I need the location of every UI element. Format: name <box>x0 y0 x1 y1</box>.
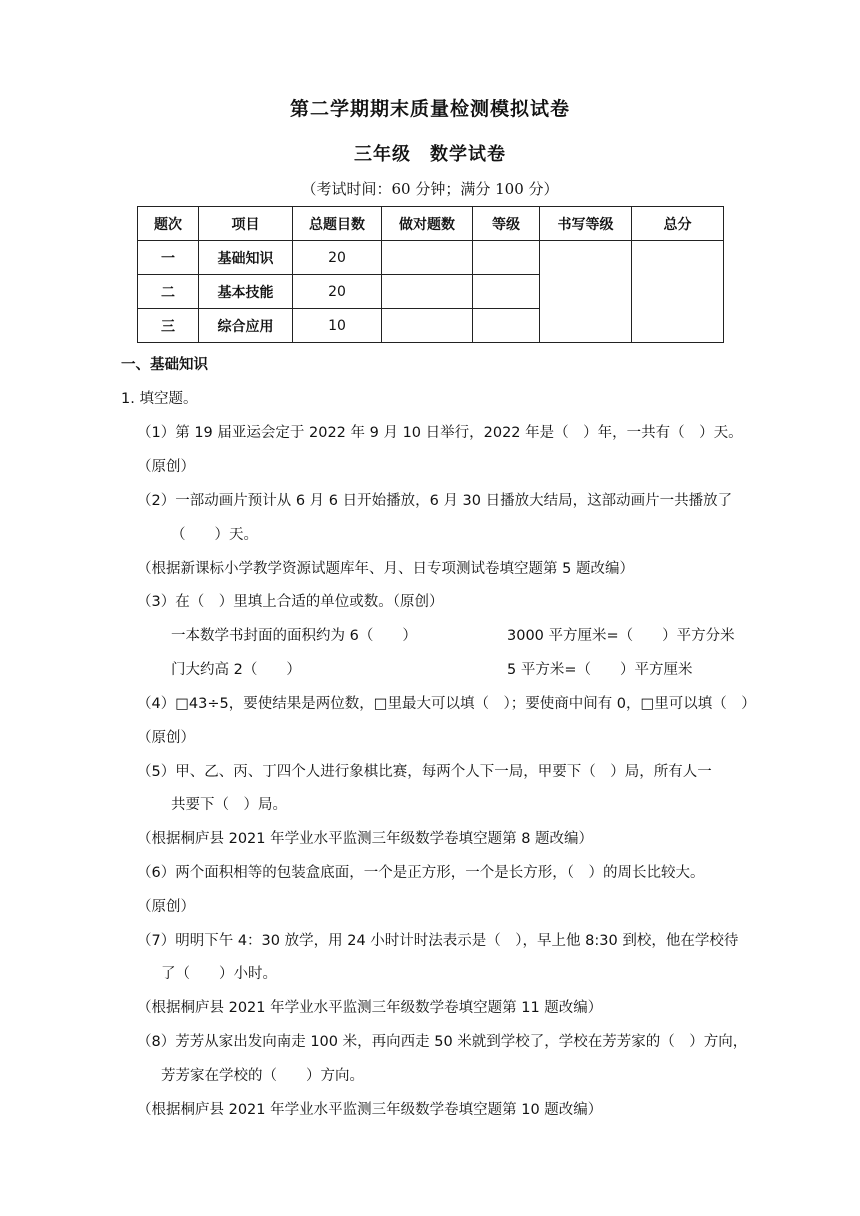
score-table <box>137 206 724 343</box>
source-note: （原创） <box>137 459 195 475</box>
row-item: 基本技能 <box>199 275 293 309</box>
sub-item: 3000 平方厘米=（ ）平方分米 <box>507 628 735 644</box>
question-item: （6）两个面积相等的包装盒底面，一个是正方形，一个是长方形，（ ）的周长比较大。 <box>137 865 705 881</box>
header-cell: 书写等级 <box>540 207 632 241</box>
header-cell: 做对题数 <box>382 207 473 241</box>
source-note: （根据桐庐县 2021 年学业水平监测三年级数学卷填空题第 10 题改编） <box>137 1102 603 1118</box>
question-item: （1）第 19 届亚运会定于 2022 年 9 月 10 日举行，2022 年是（ ）年，一共有（ ）天。 <box>137 425 743 441</box>
table-row <box>138 241 724 275</box>
correct-count-cell[interactable] <box>382 275 473 309</box>
row-total: 20 <box>293 275 382 309</box>
exam-subtitle: 三年级 数学试卷 <box>354 144 506 165</box>
row-item: 综合应用 <box>199 309 293 343</box>
grade-cell[interactable] <box>473 309 540 343</box>
source-note: （根据新课标小学教学资源试题库年、月、日专项测试卷填空题第 5 题改编） <box>137 561 634 577</box>
correct-count-cell[interactable] <box>382 241 473 275</box>
writing-grade-cell[interactable] <box>540 241 632 343</box>
correct-count-cell[interactable] <box>382 309 473 343</box>
row-number: 二 <box>138 275 199 309</box>
header-cell: 总题目数 <box>293 207 382 241</box>
header-cell: 题次 <box>138 207 199 241</box>
question-label: 1. 填空题。 <box>121 391 198 407</box>
header-cell: 等级 <box>473 207 540 241</box>
question-item: （8）芳芳从家出发向南走 100 米，再向西走 50 米就到学校了，学校在芳芳家的（ ）方向， <box>137 1034 748 1050</box>
question-item: （4）□43÷5，要使结果是两位数，□里最大可以填（ ）；要使商中间有 0，□里可以填（ ） <box>137 696 756 712</box>
row-item: 基础知识 <box>199 241 293 275</box>
source-note: （根据桐庐县 2021 年学业水平监测三年级数学卷填空题第 11 题改编） <box>137 1000 603 1016</box>
grade-cell[interactable] <box>473 275 540 309</box>
question-item: （3）在（ ）里填上合适的单位或数。（原创） <box>137 594 444 610</box>
row-total: 20 <box>293 241 382 275</box>
source-note: （原创） <box>137 730 195 746</box>
source-note: （原创） <box>137 899 195 915</box>
question-item-cont: 芳芳家在学校的（ ）方向。 <box>161 1068 364 1084</box>
source-note: （根据桐庐县 2021 年学业水平监测三年级数学卷填空题第 8 题改编） <box>137 831 594 847</box>
sub-item: 5 平方米=（ ）平方厘米 <box>507 662 693 678</box>
header-cell: 项目 <box>199 207 293 241</box>
sub-item: 一本数学书封面的面积约为 6（ ） <box>171 628 417 644</box>
question-item-cont: 了（ ）小时。 <box>161 966 277 982</box>
total-score-cell[interactable] <box>632 241 724 343</box>
exam-info: （考试时间：60 分钟；满分 100 分） <box>301 180 559 198</box>
section-heading: 一、基础知识 <box>121 357 208 373</box>
question-item: （5）甲、乙、丙、丁四个人进行象棋比赛，每两个人下一局，甲要下（ ）局，所有人一 <box>137 764 712 780</box>
row-total: 10 <box>293 309 382 343</box>
row-number: 一 <box>138 241 199 275</box>
grade-cell[interactable] <box>473 241 540 275</box>
question-item-cont: （ ）天。 <box>171 527 258 543</box>
header-cell: 总分 <box>632 207 724 241</box>
sub-item: 门大约高 2（ ） <box>171 662 301 678</box>
exam-title: 第二学期期末质量检测模拟试卷 <box>289 98 570 120</box>
question-item: （2）一部动画片预计从 6 月 6 日开始播放，6 月 30 日播放大结局，这部动画片一共播放了 <box>137 493 733 509</box>
question-item: （7）明明下午 4：30 放学，用 24 小时计时法表示是（ ），早上他 8:30 到校，他在学校待 <box>137 933 739 949</box>
question-item-cont: 共要下（ ）局。 <box>171 797 287 813</box>
row-number: 三 <box>138 309 199 343</box>
score-table-header-row <box>138 207 724 241</box>
